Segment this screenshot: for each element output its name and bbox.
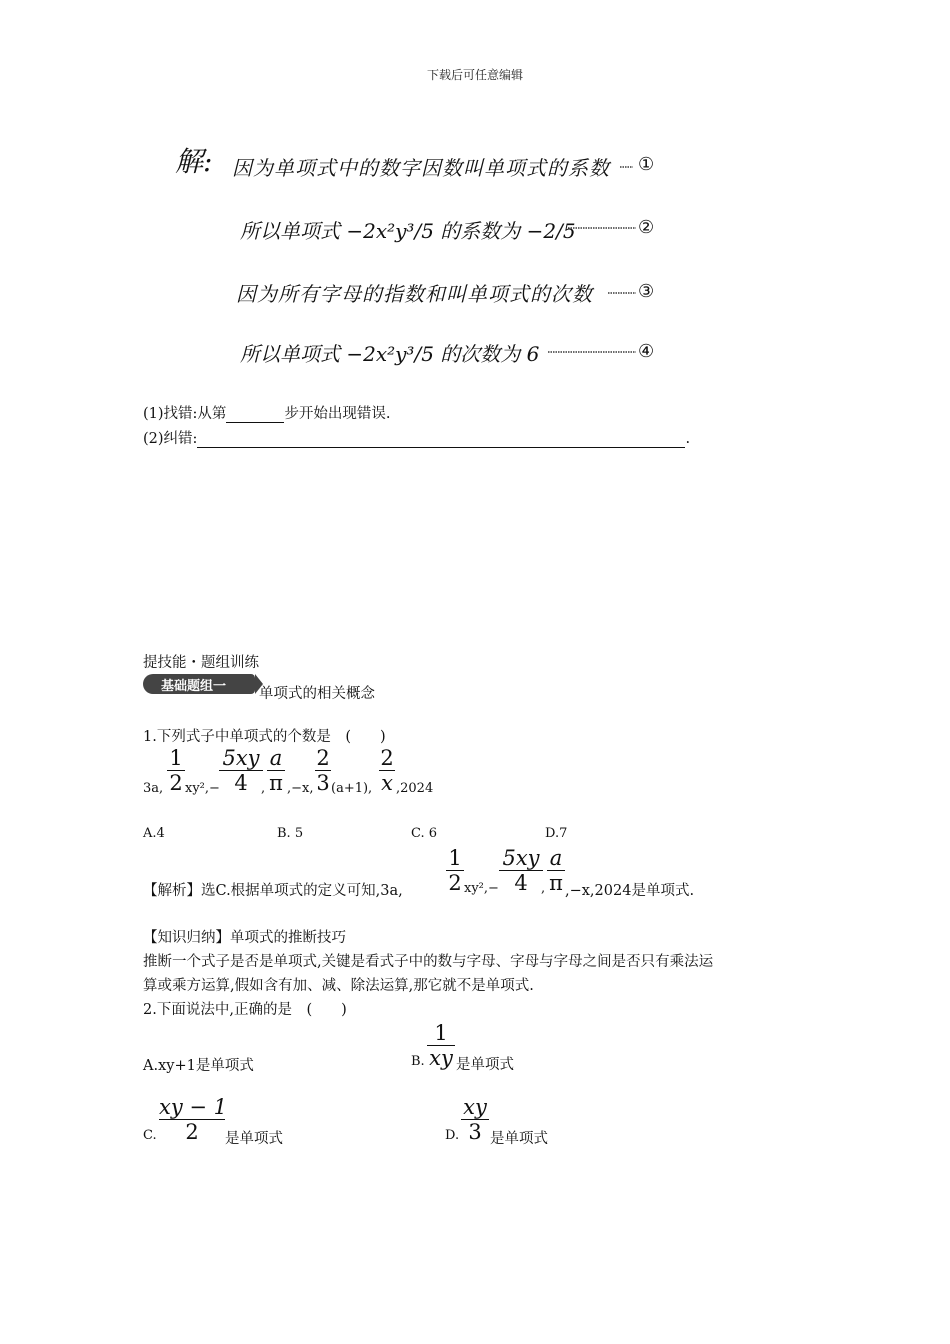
step-mark-3: ③ <box>638 281 655 302</box>
q2-stem: 2.下面说法中,正确的是 ( ) <box>143 1002 347 1018</box>
q1-term-5: (a+1), <box>331 781 373 796</box>
handwritten-solution <box>170 130 670 380</box>
q1-frac-3 <box>267 747 285 794</box>
q1-option-d[interactable]: D.7 <box>545 826 568 841</box>
find-error-end: 步开始出现错误. <box>284 406 391 422</box>
knowledge-title: 【知识归纳】单项式的推断技巧 <box>143 930 346 946</box>
section-title: 提技能・题组训练 <box>143 655 259 671</box>
q1-term-3: , <box>261 781 266 796</box>
q1-frac-1 <box>167 747 185 794</box>
analysis-frac-1 <box>446 847 464 894</box>
step-mark-2: ② <box>638 217 655 238</box>
analysis-lead: 【解析】选C.根据单项式的定义可知,3a, <box>143 883 403 899</box>
analysis-term-3: , <box>541 881 546 896</box>
q2-option-b-letter: B. <box>411 1054 425 1069</box>
q2-option-d-text: 是单项式 <box>490 1131 548 1147</box>
q2-option-a[interactable]: A.xy+1是单项式 <box>143 1058 254 1074</box>
q1-frac-2-den: 4 <box>234 771 248 795</box>
q2-option-c[interactable] <box>143 1094 313 1150</box>
analysis-frac-1-num: 1 <box>448 846 462 870</box>
fix-error-label: (2)纠错: <box>143 431 198 447</box>
q1-frac-3-num: a <box>269 746 283 770</box>
q1-frac-4 <box>315 747 331 794</box>
q1-frac-1-num: 1 <box>169 746 183 770</box>
q1-frac-4-num: 2 <box>316 746 330 770</box>
knowledge-line-1: 推断一个式子是否是单项式,关键是看式子中的数与字母、字母与字母之间是否只有乘法运 <box>143 954 714 970</box>
q1-term-1: 3a, <box>143 781 164 796</box>
analysis <box>143 845 723 905</box>
handwriting-line-4: 所以单项式 −2x²y³/5 的次数为 6 <box>240 342 540 366</box>
q1-option-a[interactable]: A.4 <box>143 826 165 841</box>
badge-topic: 单项式的相关概念 <box>259 686 375 702</box>
q2-option-c-letter: C. <box>143 1128 157 1143</box>
q2-option-c-text: 是单项式 <box>225 1131 283 1147</box>
analysis-frac-1-den: 2 <box>448 871 462 895</box>
group-badge <box>143 674 255 694</box>
step-mark-4: ④ <box>638 341 655 362</box>
analysis-term-2: xy²,− <box>464 881 499 896</box>
q2-option-d[interactable] <box>445 1094 585 1150</box>
q2-option-c-frac <box>159 1095 228 1144</box>
analysis-frac-3-num: a <box>549 846 563 870</box>
q1-term-2: xy²,− <box>185 781 220 796</box>
q1-frac-5-den: x <box>381 771 393 795</box>
q1-frac-2 <box>219 746 266 796</box>
q2-option-c-den: 2 <box>185 1120 199 1144</box>
q2-option-d-num: xy <box>463 1095 487 1119</box>
q1-frac-3-den: π <box>269 771 283 795</box>
q1-frac-5-num: 2 <box>380 746 394 770</box>
step-mark-1: ① <box>638 154 655 175</box>
q1-frac-4-den: 3 <box>316 771 330 795</box>
q2-option-d-frac <box>461 1096 489 1143</box>
q1-frac-5 <box>379 747 395 794</box>
q1-stem: 1.下列式子中单项式的个数是 ( ) <box>143 729 386 745</box>
fix-error-blank[interactable] <box>197 431 685 448</box>
q2-option-d-den: 3 <box>468 1120 482 1144</box>
q2-option-b-den: xy <box>429 1046 453 1070</box>
analysis-tail: ,−x,2024是单项式. <box>565 883 695 899</box>
q2-option-d-letter: D. <box>445 1128 460 1143</box>
q2-option-b-frac <box>427 1022 455 1069</box>
handwriting-line-3: 因为所有字母的指数和叫单项式的次数 <box>236 282 593 306</box>
find-error-line <box>143 402 391 423</box>
q2-option-b-num: 1 <box>434 1021 448 1045</box>
q2-option-b-text: 是单项式 <box>456 1057 514 1073</box>
q1-option-c[interactable]: C. 6 <box>411 826 438 841</box>
find-error-label: (1)找错:从第 <box>143 406 227 422</box>
knowledge-line-2: 算或乘方运算,假如含有加、减、除法运算,那它就不是单项式. <box>143 978 534 994</box>
q1-term-4: ,−x, <box>287 781 314 796</box>
handwriting-prefix: 解: <box>175 145 213 178</box>
q2-option-c-num: xy − 1 <box>159 1095 228 1119</box>
analysis-frac-2-num: 5xy <box>502 846 540 870</box>
analysis-frac-2-den: 4 <box>514 871 528 895</box>
q2-option-b[interactable] <box>411 1020 551 1076</box>
analysis-frac-3-den: π <box>549 871 563 895</box>
page-header: 下载后可任意编辑 <box>426 68 523 82</box>
group-badge-label: 基础题组一 <box>161 679 227 694</box>
q1-option-b[interactable]: B. 5 <box>277 826 304 841</box>
analysis-frac-3 <box>547 847 565 894</box>
q1-expression <box>143 745 463 805</box>
find-error-blank[interactable] <box>226 406 284 423</box>
handwriting-line-2: 所以单项式 −2x²y³/5 的系数为 −2/5 <box>240 219 576 243</box>
q1-frac-2-num: 5xy <box>222 746 260 770</box>
fix-error-line <box>143 427 690 448</box>
q1-frac-1-den: 2 <box>169 771 183 795</box>
q1-term-6: ,2024 <box>396 781 434 796</box>
handwriting-line-1: 因为单项式中的数字因数叫单项式的系数 <box>232 156 610 180</box>
fix-error-end: . <box>685 431 691 447</box>
analysis-frac-2 <box>499 846 546 896</box>
